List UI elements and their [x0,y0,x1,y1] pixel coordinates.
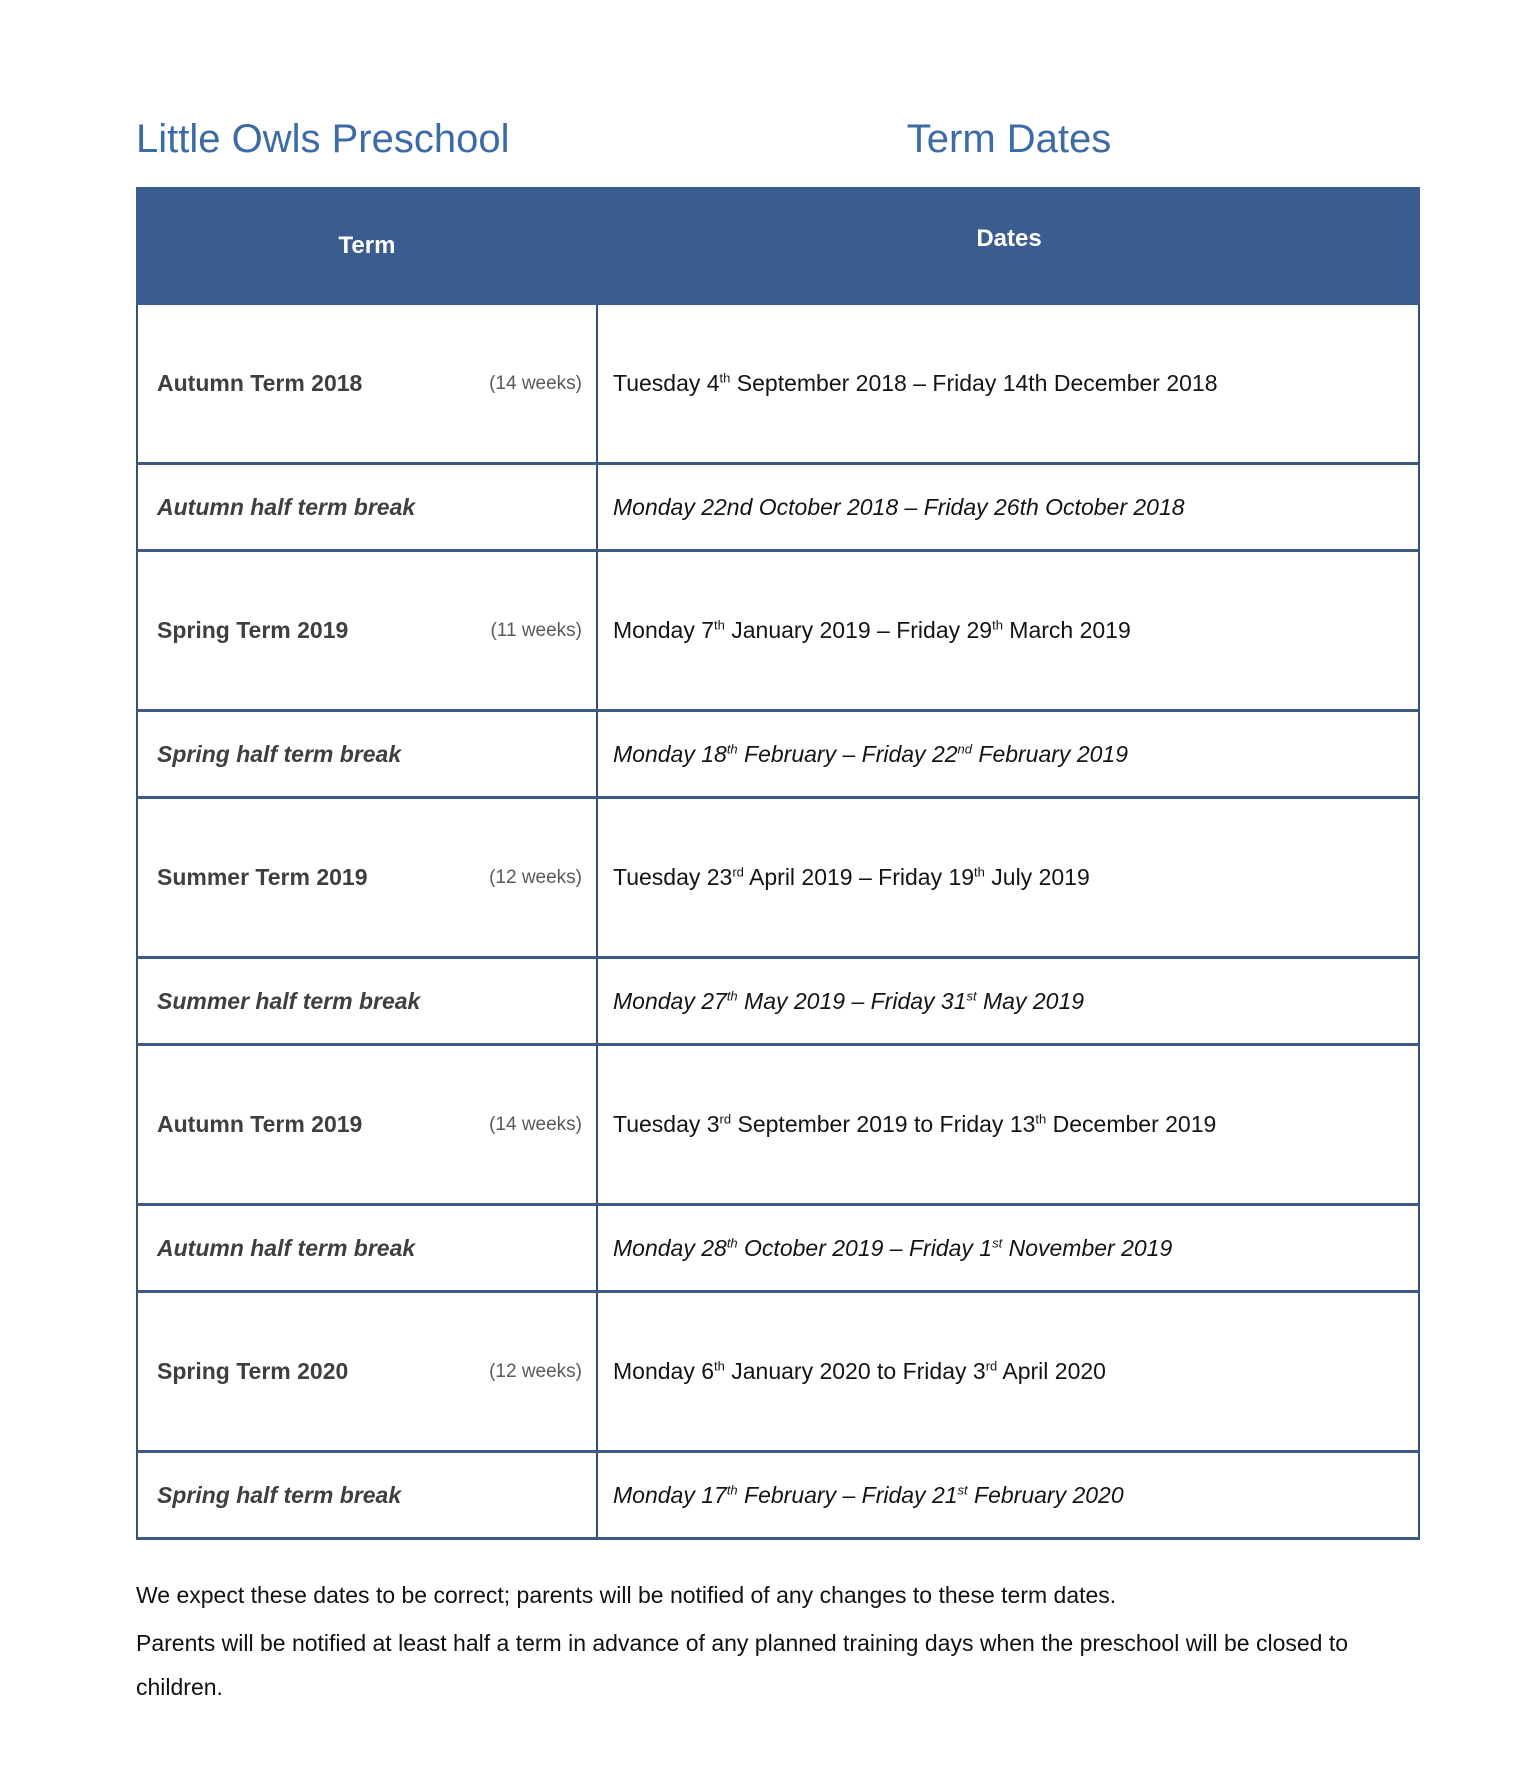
date-segment: February – Friday 21 [737,1481,958,1508]
table-row [136,465,1420,552]
term-label: Spring Term 2019 [157,617,349,643]
term-cell [138,305,598,462]
term-cell [138,1453,598,1537]
date-text [613,1482,1124,1509]
date-text [613,1235,1172,1262]
date-segment: th [714,617,725,633]
date-text [613,1358,1106,1385]
dates-cell [598,799,1418,956]
dates-cell [598,465,1418,549]
term-cell [138,799,598,956]
column-header-term: Term [338,232,396,259]
date-segment: th [719,370,731,386]
date-text [613,370,1218,397]
date-segment: th [974,864,985,880]
dates-cell [598,712,1418,796]
dates-cell [598,1046,1418,1203]
term-label: Summer half term break [157,987,421,1014]
date-segment: Tuesday 3 [613,1111,720,1137]
date-segment: December 2019 [1046,1111,1217,1137]
date-segment: Monday 27 [613,987,727,1014]
date-text [613,864,1090,891]
date-segment: st [966,987,977,1003]
date-segment: rd [719,1111,732,1127]
date-segment: Tuesday 4 [613,370,720,396]
date-segment: st [957,1481,968,1497]
term-label: Autumn Term 2018 [157,370,363,396]
footer-notes [136,1573,1420,1709]
date-segment: th [726,1481,738,1497]
term-cell [138,465,598,549]
term-label: Spring half term break [157,1481,402,1508]
date-segment: st [992,1234,1003,1250]
date-segment: Monday 18 [613,740,727,767]
date-segment: April 2020 [997,1358,1106,1384]
term-cell [138,1206,598,1290]
date-segment: th [726,987,738,1003]
term-label: Autumn half term break [157,493,416,520]
term-cell [138,1293,598,1450]
table-row [136,1453,1420,1540]
date-segment: April 2019 – Friday 19 [743,864,975,890]
table-body [136,305,1420,1540]
date-segment: th [726,1234,738,1250]
term-cell [138,1046,598,1203]
date-segment: May 2019 [976,987,1085,1014]
term-cell [138,552,598,709]
date-segment: February 2020 [967,1481,1124,1508]
date-segment: September 2018 – Friday 14th December 2018 [730,370,1218,396]
footer-note-2: Parents will be notified at least half a term in advance of any planned training days when the preschool will be closed to children. [136,1630,1349,1700]
table-row [136,712,1420,799]
date-segment: rd [732,864,744,880]
table-header-row [136,187,1420,305]
date-segment: November 2019 [1002,1234,1173,1261]
term-label: Spring Term 2020 [157,1358,349,1384]
dates-cell [598,305,1418,462]
date-segment: th [714,1358,725,1374]
column-header-dates: Dates [976,225,1042,252]
weeks-label: (12 weeks) [489,1360,582,1382]
date-segment: th [992,617,1003,633]
term-cell [138,712,598,796]
date-segment: Tuesday 23 [613,864,733,890]
table-row [136,305,1420,465]
date-segment: nd [957,740,972,756]
term-label: Autumn half term break [157,1234,416,1261]
term-label: Autumn Term 2019 [157,1111,363,1137]
footer-note-1: We expect these dates to be correct; parents will be notified of any changes to these term dates. [136,1582,1117,1608]
table-row [136,959,1420,1046]
weeks-label: (14 weeks) [489,372,582,394]
term-cell [138,959,598,1043]
dates-cell [598,1206,1418,1290]
date-segment: th [726,740,738,756]
weeks-label: (11 weeks) [490,619,582,641]
table-row [136,1293,1420,1453]
term-label: Spring half term break [157,740,402,767]
dates-cell [598,1293,1418,1450]
date-segment: Monday 7 [613,617,715,643]
date-segment: March 2019 [1002,617,1131,643]
date-segment: rd [985,1358,998,1374]
table-row [136,1206,1420,1293]
page-title: Little Owls Preschool [136,117,510,161]
date-segment: th [1035,1111,1047,1127]
term-dates-table [136,187,1420,1540]
table-row [136,552,1420,712]
date-segment: July 2019 [984,864,1090,890]
dates-cell [598,552,1418,709]
date-segment: February – Friday 22 [737,740,958,767]
date-text [613,494,1185,521]
date-segment: Monday 17 [613,1481,727,1508]
title-row [136,118,1420,160]
date-segment: September 2019 to Friday 13 [731,1111,1036,1137]
page-subtitle: Term Dates [906,117,1112,161]
date-segment: Monday 28 [613,1234,727,1261]
date-segment: Monday 22nd October 2018 – Friday 26th October 2018 [613,493,1185,520]
date-segment: February 2019 [972,740,1128,767]
date-text [613,988,1084,1015]
weeks-label: (12 weeks) [489,866,582,888]
date-segment: Monday 6 [613,1358,715,1384]
dates-cell [598,959,1418,1043]
table-row [136,799,1420,959]
term-label: Summer Term 2019 [157,864,368,890]
date-segment: January 2020 to Friday 3 [724,1358,986,1384]
date-text [613,1111,1216,1138]
table-row [136,1046,1420,1206]
weeks-label: (14 weeks) [489,1113,582,1135]
date-segment: May 2019 – Friday 31 [737,987,967,1014]
date-segment: January 2019 – Friday 29 [724,617,993,643]
date-segment: October 2019 – Friday 1 [737,1234,993,1261]
dates-cell [598,1453,1418,1537]
date-text [613,617,1131,644]
date-text [613,741,1128,768]
